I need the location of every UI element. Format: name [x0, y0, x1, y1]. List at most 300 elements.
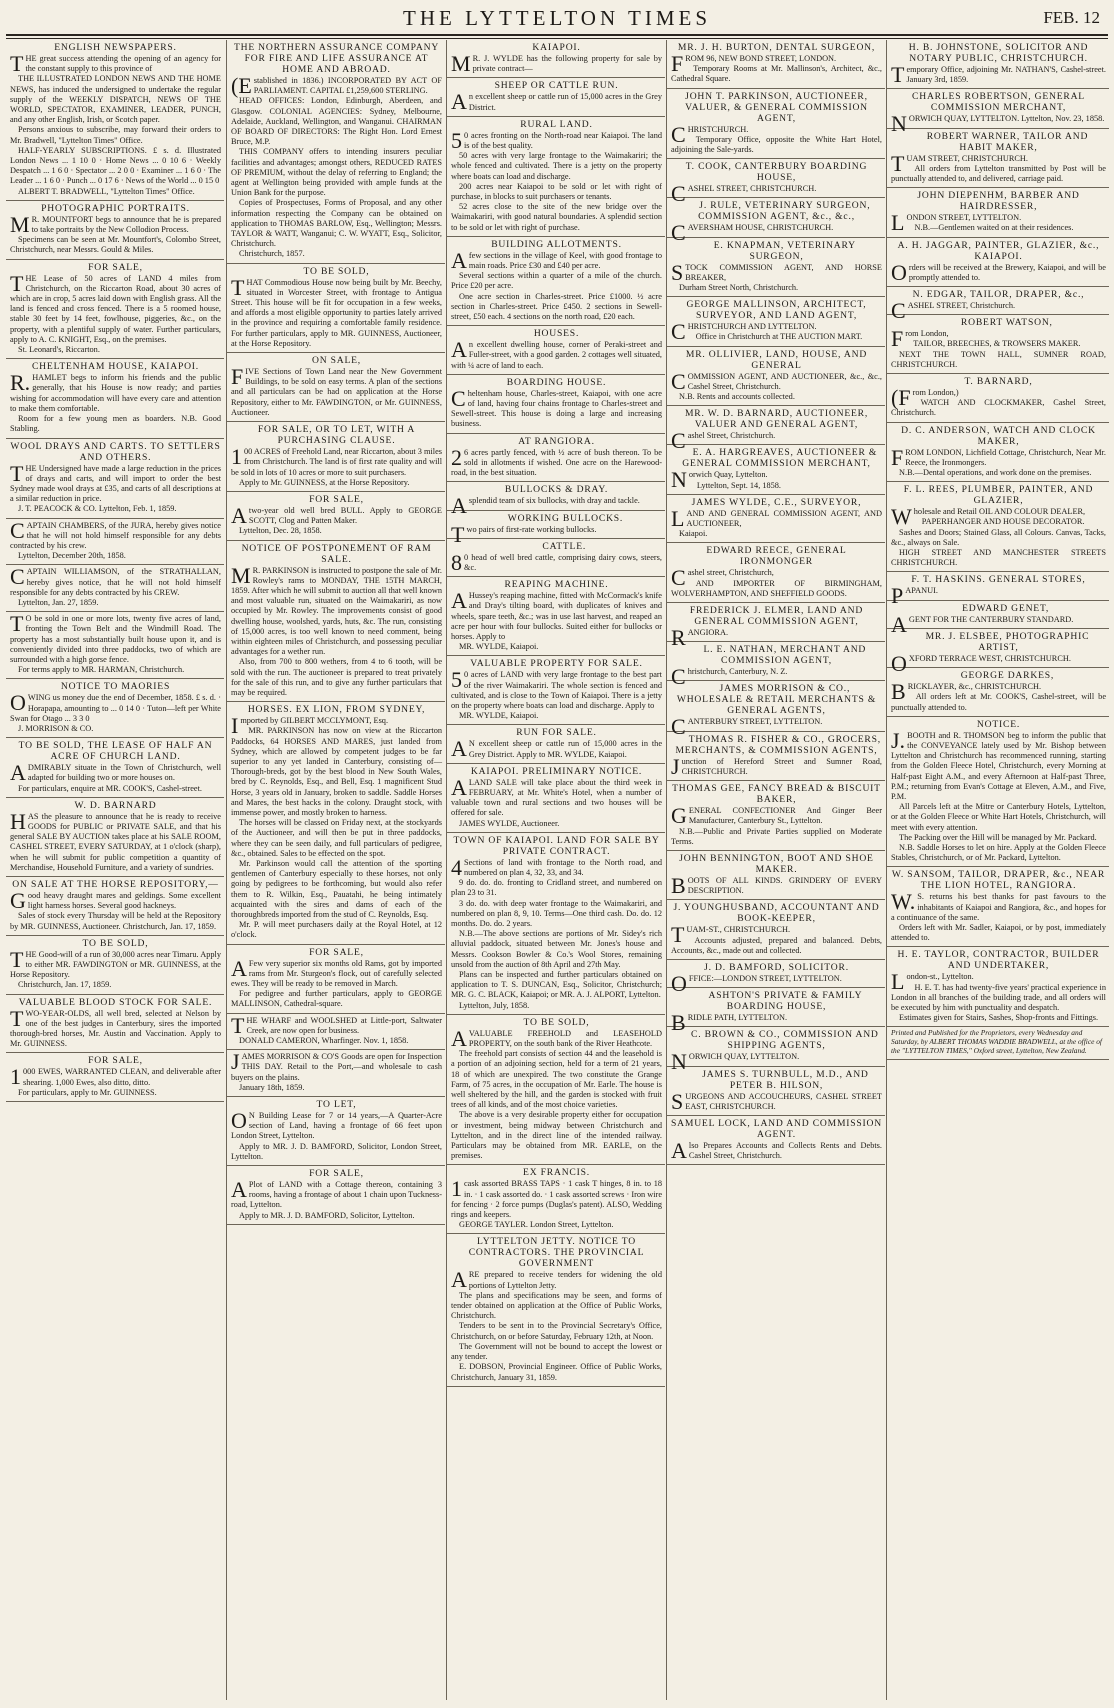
ad-heading: E. KNAPMAN, VETERINARY SURGEON, [713, 239, 856, 262]
ad-text: SURGEONS AND ACCOUCHEURS, CASHEL STREET EAST, CHRISTCHURCH. [671, 1088, 882, 1114]
ad-signature: MR. WYLDE, Kaiapoi. [459, 711, 539, 721]
ad-heading: JOHN BENNINGTON, BOOT AND SHOE MAKER. [679, 852, 874, 875]
ad-heading: KAIAPOI. PRELIMINARY NOTICE. [470, 765, 643, 777]
ad-text: Several sections within a quarter of a mile of the church. Price £20 per acre. [451, 271, 662, 291]
ad-text: Good heavy draught mares and geldings. Some excellent light harness horses. Several good hackneys. [10, 888, 221, 913]
ad-text: 50 acres with very large frontage to the Waimakariri; the whole fenced and cultivated. There is a jetty on the property where boats can load and discharge. [451, 151, 662, 181]
ad-signature: MR. WYLDE, Kaiapoi. [459, 642, 539, 652]
advertisement [447, 1234, 665, 1386]
ad-text: Office in Christchurch at THE AUCTION MART. [695, 332, 863, 342]
ad-heading: HOUSES. [533, 328, 580, 340]
ad-heading: EDWARD REECE, GENERAL IRONMONGER [706, 545, 847, 568]
ad-text: CANTERBURY STREET, LYTTELTON. [671, 714, 823, 740]
ad-text: (From London,) [891, 385, 959, 411]
ad-heading: TO LET, [316, 1099, 357, 1111]
ad-text: CHRISTCHURCH. [671, 121, 749, 147]
ad-heading: J. YOUNGHUSBAND, ACCOUNTANT AND BOOK-KEEPER, [673, 902, 880, 925]
ad-heading: REAPING MACHINE. [504, 579, 609, 591]
ad-text: TAILOR, BREECHES, & TROWSERS MAKER. [913, 339, 1081, 349]
ad-text: OWING us money due the end of December, 1858. £ s. d. · Horapapa, amounting to ... 0 14 0 · Tuton—left per White Swan for Otago ... 3 3 0 [10, 690, 221, 723]
ad-heading: JOHN DIEPENHM, BARBER AND HAIRDRESSER, [917, 190, 1080, 213]
ad-text: AGENT FOR THE CANTERBURY STANDARD. [891, 611, 1074, 637]
advertisement [447, 78, 665, 116]
ad-text: Cheltenham house, Charles-street, Kaiapoi, with one acre of land, having four chains frontage to Charles-street and Sewell-street. This house is doing a large and increasing business. [451, 385, 662, 429]
advertisement [6, 738, 224, 798]
advertisement [667, 89, 885, 160]
advertisement [447, 237, 665, 326]
ad-text: OFFICE:—LONDON STREET, LYTTELTON. [671, 970, 842, 996]
ad-text: CASHEL STREET, Christchurch. [891, 298, 1016, 324]
advertisement [887, 40, 1109, 89]
ad-text: FROM LONDON, Lichfield Cottage, Christchurch, Near Mr. Reece, the Ironmongers. [891, 444, 1106, 470]
ad-heading: ON SALE, [311, 355, 362, 367]
ad-text: AND IMPORTER OF BIRMINGHAM, WOLVERHAMPTON, AND SHEFFIELD GOODS. [671, 578, 882, 598]
ad-text: TO be sold in one or more lots, twenty five acres of land, fronting the Town Belt and the Windmill Road. The property has a most substantially built house upon it, and is conveniently divided into three paddocks, two of which are surrounded with a high gorse fence. [10, 611, 221, 664]
ad-heading: TOWN OF KAIAPOI. LAND FOR SALE BY PRIVATE CONTRACT. [453, 834, 660, 857]
ad-text: (Established in 1836.) INCORPORATED BY ACT OF PARLIAMENT. CAPITAL £1,259,600 STERLING. [231, 73, 442, 98]
ad-text: TUAM STREET, CHRISTCHURCH. [891, 150, 1028, 176]
ad-text: ALAND SALE will take place about the third week in FEBRUARY, at Mr. White's Hotel, when a number of valuable town and rural sections and two houses will be offered for sale. [451, 774, 662, 818]
ad-text: CAVERSHAM HOUSE, CHRISTCHURCH. [671, 220, 834, 246]
ad-text: For particulars, apply to Mr. GUINNESS. [18, 1087, 157, 1097]
issue-date: FEB. 12 [1043, 8, 1100, 27]
ad-heading: TO BE SOLD, [523, 1016, 590, 1028]
ad-text: N.B.—The above sections are portions of Mr. Sidey's rich alluvial paddock, situated between Mr. Jones's house and Messrs. Cookson Bowler & Co.'s Wool Stores, remaining unsold from the auction of 8th April and 27th May. [451, 929, 662, 969]
advertisement [667, 960, 885, 996]
ad-text: WATCH AND CLOCKMAKER, Cashel Street, Christchurch. [891, 398, 1106, 418]
ad-text: JAMES MORRISON & CO'S Goods are open for Inspection THIS DAY. Retail to the Port,—and wholesale to cash buyers on the plains. [231, 1049, 442, 1082]
ad-text: The plans and specifications may be seen, and forms of tender obtained on application at the Office of Public Works, Christchurch. [451, 1290, 662, 1321]
ad-text: H. E. T. has had twenty-five years' practical experience in London in all branches of the building trade, and all orders will be executed by him with punctuality and despatch. [891, 982, 1106, 1012]
ad-text: Orders will be received at the Brewery, Kaiapoi, and will be promptly attended to. [891, 259, 1106, 285]
ad-text: Persons anxious to subscribe, may forward their orders to Mr. Bradwell, "Lyttelton Times" Office. [10, 125, 221, 145]
ad-text: Imported by GILBERT MCCLYMONT, Esq. [231, 713, 389, 739]
ad-signature: Lyttelton, Dec. 28, 1858. [239, 526, 322, 536]
ad-text: Afew sections in the village of Keel, with good frontage to main roads. Price £30 and £40 per acre. [451, 247, 662, 273]
advertisement [887, 423, 1109, 483]
advertisement [227, 422, 445, 492]
ad-text: COMMISSION AGENT, AND AUCTIONEER, &c., &c., Cashel Street, Christchurch. [671, 368, 882, 394]
advertisement [667, 900, 885, 960]
ad-text: TWO-YEAR-OLDS, all well bred, selected at Nelson by one of the best judges in Canterbury, sires the imported thorough-bred horses, Mr. Austin and Vaccination. Apply to Mr. GUINNESS. [10, 1005, 221, 1049]
ad-text: Sashes and Doors; Stained Glass, all Colours. Canvas, Tacks, &c., always on Sale. [891, 527, 1106, 547]
ad-heading: PHOTOGRAPHIC PORTRAITS. [41, 202, 190, 214]
advertisement [667, 988, 885, 1036]
ad-heading: N. EDGAR, TAILOR, DRAPER, &c., [912, 289, 1085, 301]
advertisement [887, 89, 1109, 137]
ad-heading: RUN FOR SALE. [516, 727, 597, 739]
ad-text: 26 acres partly fenced, with ½ acre of bush thereon. To be sold in allotments if wished. One acre on the Harewood-road, in the best situation. [451, 444, 662, 478]
ad-heading: NOTICE TO MAORIES [60, 681, 171, 693]
advertisement [447, 764, 665, 833]
column-3 [446, 40, 665, 1700]
ad-text: For terms apply to MR. HARMAN, Christchurch. [18, 665, 185, 675]
ad-text: Specimens can be seen at Mr. Mountfort's, Colombo Street, Christchurch, near Messrs. Gould & Miles. [10, 235, 221, 255]
advertisement [667, 543, 885, 603]
ad-heading: JAMES MORRISON & CO., WHOLESALE & RETAIL MERCHANTS & GENERAL AGENTS, [676, 683, 877, 717]
ad-text: FIVE Sections of Town Land near the New Government Buildings, to be sold on easy terms. A plan of the sections and all particulars can be had on application at the Horse Repository, either to Mr. FAWDINGTON, or Mr. GUINNESS, Auctioneer. [231, 364, 442, 417]
ad-heading: D. C. ANDERSON, WATCH AND CLOCK MAKER, [901, 424, 1096, 447]
ad-text: 50 acres of LAND with very large frontage to the best part of the river Waimakariri. The whole section is fenced and cultivated, and is close to the Town of Kaiapoi. There is a jetty on the property where boats can load and discharge. Apply to [451, 667, 662, 710]
ad-heading: BOARDING HOUSE. [506, 376, 607, 388]
ad-text: From London, [891, 326, 949, 352]
ad-text: Plans can be inspected and further particulars obtained on application to T. S. DUNCAN, Esq., Solicitor, Christchurch; MR. G. C. BLACK, Kaiapoi; or MR. A. J. ALPORT, Lyttelton. [451, 970, 662, 1000]
advertisement [887, 668, 1109, 717]
ad-text: All orders from Lyttelton transmitted by Post will be punctually attended to, and delivered, carriage paid. [891, 163, 1106, 184]
ad-text: W.S. returns his best thanks for past favours to the inhabitants of Kaiapoi and Rangiora, &c., and hopes for a continuance of the same. [891, 889, 1106, 922]
ad-heading: EX FRANCIS. [523, 1167, 590, 1179]
ad-heading: TO BE SOLD, [303, 265, 370, 277]
advertisement [667, 40, 885, 89]
advertisement [447, 725, 665, 763]
ad-text: An excellent sheep or cattle run of 15,000 acres in the Grey District. [451, 89, 662, 115]
ad-text: R.HAMLET begs to inform his friends and the public generally, that his House is now ready; and parties wishing for accommodation will have every care and attention to make them comfortable. [10, 370, 221, 413]
advertisement [6, 1053, 224, 1102]
advertisement [227, 1097, 445, 1166]
advertisement [447, 326, 665, 375]
masthead-rule [6, 34, 1108, 39]
advertisement [227, 1050, 445, 1097]
advertisement [887, 238, 1109, 287]
ad-text: THE Good-will of a run of 30,000 acres near Timaru. Apply to either MR. FAWDINGTON or MR. GUINNESS, at the Horse Repository. [10, 946, 221, 980]
ad-text: The Packing over the Hill will be managed by Mr. Packard. [899, 832, 1097, 842]
ad-text: Junction of Hereford Street and Sumner Road, CHRISTCHURCH. [671, 753, 882, 779]
ad-text: PAPERHANGER AND HOUSE DECORATOR. [921, 517, 1085, 527]
ad-text: N.B.—Dental operations, and work done on the premises. [899, 468, 1092, 478]
ad-text: NORWICH QUAY, LYTTELTON. [671, 1049, 800, 1075]
advertisement [227, 1014, 445, 1051]
ad-heading: VALUABLE BLOOD STOCK FOR SALE. [18, 996, 213, 1008]
ad-text: LAND AND GENERAL COMMISSION AGENT, AND AUCTIONEER, [671, 505, 882, 531]
ad-signature: St. Leonard's, Riccarton. [18, 345, 100, 355]
ad-heading: FOR SALE, [88, 261, 143, 273]
ad-heading: FREDERICK J. ELMER, LAND AND GENERAL COMMISSION AGENT, [689, 605, 864, 628]
ad-text: FROM 96, NEW BOND STREET, LONDON. [671, 51, 837, 76]
ad-heading: SHEEP OR CATTLE RUN. [494, 80, 619, 92]
ad-text: Wholesale and Retail OIL AND COLOUR DEALER, [891, 504, 1086, 530]
ad-heading: ON SALE AT THE HORSE REPOSITORY,— [12, 879, 219, 890]
advertisement [447, 1165, 665, 1234]
ad-text: Two pairs of first-rate working bullocks. [451, 521, 597, 547]
ad-text: Christchurch, Canterbury, N. Z. [671, 664, 788, 690]
ad-text: All orders left at Mr. COOK'S, Cashel-street, will be punctually attended to. [891, 692, 1106, 712]
ad-text: CHRISTCHURCH AND LYTTELTON. [671, 319, 817, 345]
advertisement [447, 1015, 665, 1166]
ad-text: Lyttelton, Sept. 14, 1858. [696, 480, 782, 490]
ad-text: 1cask assorted BRASS TAPS · 1 cask T hinges, 8 in. to 18 in. · 1 cask assorted do. · 1 cask assorted screws · Iron wire for fencing · 2 force pumps (Duglas's patent). ALSO, Wedding rings and keepers. [451, 1176, 662, 1220]
ad-text: AN excellent sheep or cattle run of 15,000 acres in the Grey District. Apply to MR. WYLDE, Kaiapoi. [451, 736, 662, 762]
advertisement [667, 1116, 885, 1165]
ad-text: 100 ACRES of Freehold Land, near Riccarton, about 3 miles from Christchurch. The land is of first rate quality and will be sold in lots of 10 acres or more to suit purchasers. [231, 444, 442, 477]
ad-text: 1000 EWES, WARRANTED CLEAN, and deliverable after shearing. 1,000 Ewes, also ditto, ditto. [10, 1064, 221, 1090]
ad-text: Temporary Office, opposite the White Hart Hotel, adjoining the Sale-yards. [671, 134, 882, 155]
ad-text: Tenders to be sent in to the Provincial Secretary's Office, Christchurch, on or before Saturday, February 12th, at Noon. [451, 1321, 662, 1341]
advertisement [6, 565, 224, 612]
ad-text: HEAD OFFICES: London, Edinburgh, Aberdeen, and Glasgow. COLONIAL AGENCIES: Sydney, Melbourne, Adelaide, Auckland, Wellington, and Wanganui. CHAIRMAN OF BOARD OF DIRECTORS: The Right Hon. Lord Ernest Bruce, M.P. [231, 96, 442, 147]
ad-heading: SAMUEL LOCK, LAND AND COMMISSION AGENT. [671, 1117, 883, 1140]
ad-text: Cashel street, Christchurch, [671, 565, 774, 591]
ad-text: MR. PARKINSON is instructed to postpone the sale of Mr. Rowley's rams to MONDAY, THE 15TH MARCH, 1859. After which he will submit to auction all that well known and most valuable run, situated on the Waimakariri, as now occupied by Mr. Rowley. The improvements consist of good dwelling house, woolshed, yards, huts, &c. The run, consisting of 15,000 acres, is too well known to need comment, being within eighteen miles of Christchurch, and possessing peculiar advantages for a wether run. [231, 562, 442, 657]
ad-heading: ROBERT WATSON, [960, 317, 1053, 329]
advertisement [6, 40, 224, 201]
ad-text: AVALUABLE FREEHOLD and LEASEHOLD PROPERTY, on the south bank of the River Heathcote. [451, 1025, 662, 1051]
advertisement [667, 732, 885, 781]
ad-heading: MR. J. ELSBEE, PHOTOGRAPHIC ARTIST, [925, 630, 1090, 653]
ad-text: THE great success attending the opening of an agency for the constant supply to this province of [10, 51, 221, 76]
advertisement [447, 539, 665, 577]
advertisement [6, 936, 224, 995]
ad-text: Also Prepares Accounts and Collects Rents and Debts. Cashel Street, Christchurch. [671, 1137, 882, 1163]
ad-text: The Government will not be bound to accept the lowest or any tender. [451, 1341, 662, 1362]
ad-heading: WOOL DRAYS AND CARTS. TO SETTLERS AND OTHERS. [10, 440, 221, 463]
ad-text: All Parcels left at the Mitre or Canterbury Hotels, Lyttelton, or at the Golden Fleece or White Hart Hotels, Christchurch, will meet with every attention. [891, 802, 1106, 832]
advertisement [6, 798, 224, 877]
ad-heading: CHELTENHAM HOUSE, KAIAPOI. [31, 361, 199, 373]
ad-signature: Lyttelton, Jan. 27, 1859. [18, 597, 99, 607]
ad-heading: TO BE SOLD, [82, 937, 149, 949]
ad-heading: CATTLE. [542, 540, 587, 552]
ad-text: N.B. Rents and accounts collected. [679, 392, 795, 402]
ad-heading: L. E. NATHAN, MERCHANT AND COMMISSION AGENT, [703, 644, 867, 667]
ad-text: The above is a very desirable property either for occupation or investment, being midway between Christchurch and Lyttelton, and in the direct line of the intended railway. Particulars may be obtained from MR. EARLE, on the premises. [451, 1110, 662, 1161]
ad-text: RANGIORA. [671, 625, 729, 651]
ad-text: CAPTAIN CHAMBERS, of the JURA, hereby gives notice that he will not hold himself responsible for any debts contracted by his crew. [10, 517, 221, 550]
ad-text: Room for a few young men as boarders. N.B. Good Stabling. [10, 414, 221, 434]
ad-heading: FOR SALE, OR TO LET, WITH A PURCHASING CLAUSE. [257, 424, 416, 447]
ad-heading: JAMES WYLDE, C.E., SURVEYOR, [691, 496, 862, 508]
ad-heading: KAIAPOI. [532, 42, 581, 53]
advertisement [227, 1166, 445, 1225]
ad-text: Durham Street North, Christchurch. [679, 283, 799, 293]
ad-text: BRIDLE PATH, LYTTELTON. [671, 1010, 788, 1036]
advertisement [6, 679, 224, 738]
ad-text: AFew very superior six months old Rams, got by imported rams from Mr. Sturgeon's flock, out of carefully selected ewes. They will be ready to be removed in March. [231, 955, 442, 989]
advertisement [667, 681, 885, 740]
ad-signature: Christchurch, Jan. 17, 1859. [18, 980, 112, 990]
advertisement [887, 717, 1109, 868]
ad-text: MR. MOUNTFORT begs to announce that he is prepared to take portraits by the New Collodion Process. [10, 211, 221, 237]
ad-text: N.B.—Public and Private Parties supplied on Moderate Terms. [671, 826, 882, 846]
ad-text: PAPANUI. [891, 583, 938, 609]
ad-text: BRICKLAYER, &c., CHRISTCHURCH. [891, 679, 1042, 705]
ad-signature: Christchurch, 1857. [239, 249, 305, 259]
ad-heading: T. BARNARD, [964, 376, 1033, 388]
ad-text: N.B. Saddle Horses to let on hire. Apply at the Golden Fleece Stables, Christchurch, or of Mr. Packard, Lyttelton. [891, 842, 1106, 863]
ad-text: Apply to Mr. GUINNESS, at the Horse Repository. [239, 477, 410, 487]
ad-signature: Lyttelton, December 20th, 1858. [18, 551, 126, 561]
ad-heading: MR. OLLIVIER, LAND, HOUSE, AND GENERAL [685, 348, 868, 371]
ad-text: THE Lease of 50 acres of LAND 4 miles from Christchurch, on the Riccarton Road, about 30 acres of which are in crop, 5 acres laid down with English grass. All the land is fenced and cross fenced. There is a 5 roomed house, stable 30 feet by 14 feet, fowlhouse, piggeries, &c., on the property, with a plentiful supply of water. Further particulars, apply to A. C. KNIGHT, Esq., on the premises. [10, 270, 221, 344]
ad-text: TUAM-ST., CHRISTCHURCH. [671, 922, 791, 948]
ad-text: Sales of stock every Thursday will be held at the Repository by MR. GUINNESS, Auctioneer. Christchurch, Jan. 17, 1859. [10, 911, 221, 931]
advertisement [667, 297, 885, 346]
ad-text: Asplendid team of six bullocks, with dray and tackle. [451, 493, 640, 519]
advertisement [227, 353, 445, 422]
ad-text: Temporary Office, adjoining Mr. NATHAN'S, Cashel-street. January 3rd, 1859. [891, 62, 1106, 87]
ad-heading: HORSES. EX LION, FROM SYDNEY, [247, 704, 426, 716]
masthead [0, 0, 1114, 34]
ad-text: GENERAL CONFECTIONER And Ginger Beer Manufacturer, Canterbury St., Lyttelton. [671, 803, 882, 829]
advertisement [887, 188, 1109, 237]
column-1 [6, 40, 224, 1700]
ad-heading: GEORGE MALLINSON, ARCHITECT, SURVEYOR, AND LAND AGENT, [686, 299, 867, 322]
advertisement [667, 642, 885, 690]
ad-heading: MR. J. H. BURTON, DENTAL SURGEON, [677, 42, 876, 53]
ad-signature: J. T. PEACOCK & CO. Lyttelton, Feb. 1, 1859. [18, 504, 177, 514]
ad-heading: EDWARD GENET, [962, 602, 1050, 614]
ad-heading: ASHTON'S PRIVATE & FAMILY BOARDING HOUSE, [708, 990, 863, 1013]
advertisement [667, 445, 885, 494]
ad-text: One acre section in Charles-street. Price £1000. ½ acre section in Charles-street. Price £450. 2 sections in Sewell-street, £50 each. 4 sections on the north road, £20 each. [451, 291, 662, 322]
ad-text: 200 acres near Kaiapoi to be sold or let with right of purchase, in blocks to suit purchasers or tenants. [451, 181, 662, 202]
ad-heading: THOMAS R. FISHER & CO., GROCERS, MERCHANTS, & COMMISSION AGENTS, [675, 733, 881, 756]
ad-text: THIS COMPANY offers to intending insurers peculiar facilities and advantages; amongst others, REDUCED RATES OF PREMIUM, without the delay of referring to England; the agent at Wellington being provided with ample funds at the Union Bank for the purpose. [231, 147, 442, 198]
advertisement [887, 129, 1109, 189]
advertisement [447, 117, 665, 237]
ad-heading: FOR SALE, [309, 946, 364, 958]
ad-heading: W. SANSOM, TAILOR, DRAPER, &c., NEAR THE LION HOTEL, RANGIORA. [891, 869, 1106, 892]
ad-heading: BUILDING ALLOTMENTS. [491, 238, 622, 250]
advertisement [447, 434, 665, 483]
ad-heading: MR. W. D. BARNARD, AUCTIONEER, VALUER AND GENERAL AGENT, [684, 408, 869, 431]
column-2 [226, 40, 445, 1700]
printer-imprint: Printed and Published for the Proprietors, every Wednesday and Saturday, by ALBERT THOMAS WADDIE BRADWELL, at the office of the "LYTTELTON TIMES," Oxford street, Lyttelton, New Zealand. [887, 1027, 1109, 1059]
ad-text: Mr. Parkinson would call the attention of the sporting gentlemen of Canterbury especially to these horses, not only going by pedigrees to be forthcoming, but would also refer them to R. Wilkin, Esq., Pauatahi, he being intimately acquainted with the sires and dams of each of the thoroughbreds imported from the stud of C. Reynolds, Esq. [231, 859, 442, 920]
ad-text: AHussey's reaping machine, fitted with McCormack's knife and Dray's tilting board, with duplicates of knives and wheels, spare teeth, &c.; was in use last harvest, and reaped an acre per hour with four bullocks. Suited either for bullocks or horses. Apply to [451, 588, 662, 641]
ad-heading: H. E. TAYLOR, CONTRACTOR, BUILDER AND UNDERTAKER, [897, 949, 1100, 972]
advertisement [447, 833, 665, 1015]
advertisement [227, 541, 445, 703]
ad-text: 3 do. do. with deep water frontage to the Waimakariri, and numbered on plan 8, 9, 10. Terms—One third cash. Do. do. 12 months. Do. do. 2 years. [451, 898, 662, 928]
ad-signature: DONALD CAMERON, Wharfinger. Nov. 1, 1858. [239, 1036, 409, 1046]
advertisement [887, 867, 1109, 947]
ad-heading: NOTICE OF POSTPONEMENT OF RAM SALE. [241, 542, 432, 565]
ad-text: HIGH STREET AND MANCHESTER STREETS CHRISTCHURCH. [891, 548, 1106, 568]
ad-text: 50 acres fronting on the North-road near Kaiapoi. The land is of the best quality. [451, 127, 662, 153]
advertisement [227, 40, 445, 264]
ad-heading: E. A. HARGREAVES, AUCTIONEER & GENERAL COMMISSION MERCHANT, [682, 447, 878, 470]
advertisement [227, 264, 445, 353]
newspaper-title: THE LYTTELTON TIMES [403, 6, 711, 30]
advertisement [447, 375, 665, 434]
ad-heading: J. D. BAMFORD, SOLICITOR. [704, 961, 849, 973]
ad-heading: TO BE SOLD, THE LEASE OF HALF AN ACRE OF CHURCH LAND. [18, 740, 213, 763]
advertisement [6, 519, 224, 566]
ad-text: 80 head of well bred cattle, comprising dairy cows, steers, &c. [451, 549, 662, 575]
advertisement [6, 439, 224, 519]
ad-text: For particulars, enquire at MR. COOK'S, Cashel-street. [18, 783, 202, 793]
ad-text: The horses will be classed on Friday next, at the stockyards of the Auctioneer, and will then be put in three paddocks, where they can be seen daily, and full particulars of pedigree, &c., obtained. Sales to be effected on the spot. [231, 818, 442, 858]
ad-text: Orders left with Mr. Sadler, Kaiapoi, or by post, immediately attended to. [891, 922, 1106, 943]
ad-text: CAPTAIN WILLIAMSON, of the STRATHALLAN, hereby gives notice, that he will not hold himself responsible for any debts contracted by his CREW. [10, 564, 221, 597]
ad-heading: THE NORTHERN ASSURANCE COMPANY FOR FIRE AND LIFE ASSURANCE AT HOME AND ABROAD. [233, 42, 440, 75]
advertisement [447, 40, 665, 78]
ad-text: Estimates given for Stairs, Sashes, Shop-fronts and Fittings. [899, 1013, 1099, 1023]
ad-text: For pedigree and further particulars, apply to GEORGE MALLINSON, Cathedral-square. [231, 989, 442, 1009]
advertisement [667, 1067, 885, 1116]
ad-signature: E. DOBSON, Provincial Engineer. Office of Public Works, Christchurch, January 31, 1859. [451, 1362, 662, 1382]
ad-heading: FOR SALE, [309, 1168, 364, 1180]
advertisement [6, 201, 224, 260]
ad-text: ARE prepared to receive tenders for widening the old portions of Lyttelton Jetty. [451, 1267, 662, 1293]
ad-text: STOCK COMMISSION AGENT, AND HORSE BREAKER, [671, 259, 882, 285]
ad-signature: J. MORRISON & CO. [18, 723, 94, 733]
ad-text: Temporary Rooms at Mr. Mallinson's, Architect, &c., Cathedral Square. [671, 64, 882, 84]
ad-text: Apply to MR. J. D. BAMFORD, Solicitor, London Street, Lyttelton. [231, 1141, 442, 1161]
ad-signature: January 18th, 1859. [239, 1082, 305, 1092]
ad-text: Atwo-year old well bred BULL. Apply to GEORGE SCOTT, Clog and Patten Maker. [231, 502, 442, 528]
ad-text: Apply to MR. J. D. BAMFORD, Solicitor, Lyttelton. [239, 1210, 415, 1220]
ad-text: Also, from 700 to 800 wethers, from 4 to 6 tooth, will be sold with the run. The auctioneer is prepared to treat privately for the sale of this run, and to give any further particulars that may be required. [231, 657, 442, 697]
ad-text: Mr. P. will meet purchasers daily at the Royal Hotel, at 12 o'clock. [231, 920, 442, 940]
ad-heading: H. B. JOHNSTONE, SOLICITOR AND NOTARY PUBLIC, CHRISTCHURCH. [908, 42, 1089, 64]
ad-text: NORWICH QUAY, LYTTELTON. Lyttelton, Nov. 23, 1858. [891, 111, 1105, 137]
ad-heading: ENGLISH NEWSPAPERS. [54, 42, 177, 53]
advertisement [667, 851, 885, 900]
ad-text: Cashel Street, Christchurch. [671, 428, 776, 454]
ad-heading: LYTTELTON JETTY. NOTICE TO CONTRACTORS. THE PROVINCIAL GOVERNMENT [468, 1236, 645, 1270]
ad-text: THE ILLUSTRATED LONDON NEWS AND THE HOME NEWS, has induced the undersigned to undertake the regular supply of the WEEKLY DISPATCH, NEWS OF THE WORLD, SPECTATOR, EXAMINER, LEADER, PUNCH, and any other English, Irish, or Scotch paper. [10, 74, 221, 125]
advertisement [447, 577, 665, 656]
ad-heading: C. BROWN & CO., COMMISSION AND SHIPPING AGENTS, [691, 1029, 879, 1052]
ad-signature: ALBERT T. BRADWELL, "Lyttelton Times" Office. [18, 186, 195, 196]
advertisement [667, 238, 885, 298]
ad-text: 9 do. do. do. fronting to Cridland street, and numbered on plan 23 to 31. [451, 878, 662, 898]
ad-text: LONDON STREET, LYTTELTON. [891, 210, 1022, 236]
advertisement [227, 702, 445, 944]
ad-text: THE Undersigned have made a large reduction in the prices of drays and carts, and will import to order the best Sydney made wool drays at £35, and carts of all descriptions at a similar reduction in price. [10, 460, 221, 504]
advertisement [6, 877, 224, 936]
ad-heading: NOTICE. [976, 718, 1021, 730]
advertisement [667, 1027, 885, 1075]
ad-heading: RURAL LAND. [520, 118, 593, 130]
ad-heading: J. RULE, VETERINARY SURGEON, COMMISSION AGENT, &c., &c., [698, 200, 871, 223]
advertisement [667, 198, 885, 246]
ad-heading: JOHN T. PARKINSON, AUCTIONEER, VALUER, & GENERAL COMMISSION AGENT, [685, 90, 868, 124]
advertisement [667, 603, 885, 651]
ad-heading: THOMAS GEE, FANCY BREAD & BISCUIT BAKER, [672, 783, 881, 806]
ad-text: The freehold part consists of section 44 and the leasehold is a portion of an adjoining section, held for a term of 21 years, 18 of which are unexpired. The two constitute the Grange Farm, of 75 acres, in the occupation of Mr. Earle. The house is well sheltered by the hill, and the garden is stocked with fruit trees of all kinds, and of the most choice varieties. [451, 1049, 662, 1110]
ad-heading: F. L. REES, PLUMBER, PAINTER, AND GLAZIER, [903, 484, 1094, 507]
ad-heading: GEORGE DARKES, [960, 670, 1055, 682]
advertisement [227, 945, 445, 1014]
ad-heading: FOR SALE, [88, 1055, 143, 1067]
advertisement [227, 492, 445, 541]
ad-heading: A. H. JAGGAR, PAINTER, GLAZIER, &c., KAIAPOI. [897, 239, 1100, 262]
ad-heading: WORKING BULLOCKS. [507, 512, 624, 524]
ad-heading: ROBERT WARNER, TAILOR AND HABIT MAKER, [926, 130, 1089, 153]
ad-text: MR. J. WYLDE has the following property for sale by private contract— [451, 51, 662, 76]
ad-text: ON Building Lease for 7 or 14 years,—A Quarter-Acre section of Land, having a frontage of 66 feet upon London Street, Lyttelton. [231, 1108, 442, 1141]
advertisement [887, 601, 1109, 637]
advertisement [667, 495, 885, 544]
ad-text: An excellent dwelling house, corner of Peraki-street and Fuller-street, with a good garden. 2 cottages well situated, with ¼ acre of land to each. [451, 337, 662, 370]
ad-signature: Lyttelton, July, 1858. [459, 1000, 530, 1010]
ad-text: 52 acres close to the site of the new bridge over the Waimakariri, with good natural boundaries. A splendid section to be sold or let with right of purchase. [451, 202, 662, 232]
advertisement [6, 612, 224, 679]
ad-text: Accounts adjusted, prepared and balanced. Debts, Accounts, &c., made out and collected. [671, 935, 882, 955]
ad-text: THAT Commodious House now being built by Mr. Beechy, situated in Worcester Street, with frontage to Antigua Street. This house will be fit for occupation in a few weeks, and affords a most eligible opportunity to parties lately arrived in the province and requiring a comfortable family residence. For further particulars, apply to MR. GUINNESS, Auctioneer, at the Horse Repository. [231, 274, 442, 348]
ad-text: CASHEL STREET, CHRISTCHURCH. [671, 181, 817, 207]
advertisement [667, 406, 885, 454]
advertisement [447, 656, 665, 725]
ad-text: J.BOOTH and R. THOMSON beg to inform the public that the CONVEYANCE lately used by Mr. Bishop between Lyttelton and Christchurch has recommenced running, starting from the Golden Fleece Hotel, Christchurch, every Morning at Half-past Eight A.M., and every Afternoon at Half-past Three, P.M.; returning from Evan's Cottage at Eleven, A.M., and Five, P.M. [891, 727, 1106, 801]
ad-text: BOOTS OF ALL KINDS. GRINDERY OF EVERY DESCRIPTION. [671, 872, 882, 898]
ad-heading: JAMES S. TURNBULL, M.D., AND PETER B. HILSON, [702, 1068, 869, 1091]
ad-text: MR. PARKINSON has now on view at the Riccarton Paddocks, 64 HORSES AND MARES, just landed from Sydney, which are allowed by competent judges to be far superior to any yet landed in Canterbury, consisting of—Thorough-breds, got by the best blood in New South Wales, bred by C. Reynolds, Esq., and Bell, Esq. 1 magnificent Stud Horse, 3 years old in January, broken to saddle. Saddle Horses and Mares, the best hacks in the colony. Draught stock, with immense power, and mostly broken to harness. [231, 726, 442, 817]
ad-text: Copies of Prospectuses, Forms of Proposal, and any other information respecting the Company can be obtained on application to THOMAS BARLOW, Esq., Wellington; Messrs. TAYLOR & WATT, Wanganui; C. W. WYATT, Esq., Solicitor, Christchurch. [231, 198, 442, 249]
advertisement [6, 995, 224, 1054]
